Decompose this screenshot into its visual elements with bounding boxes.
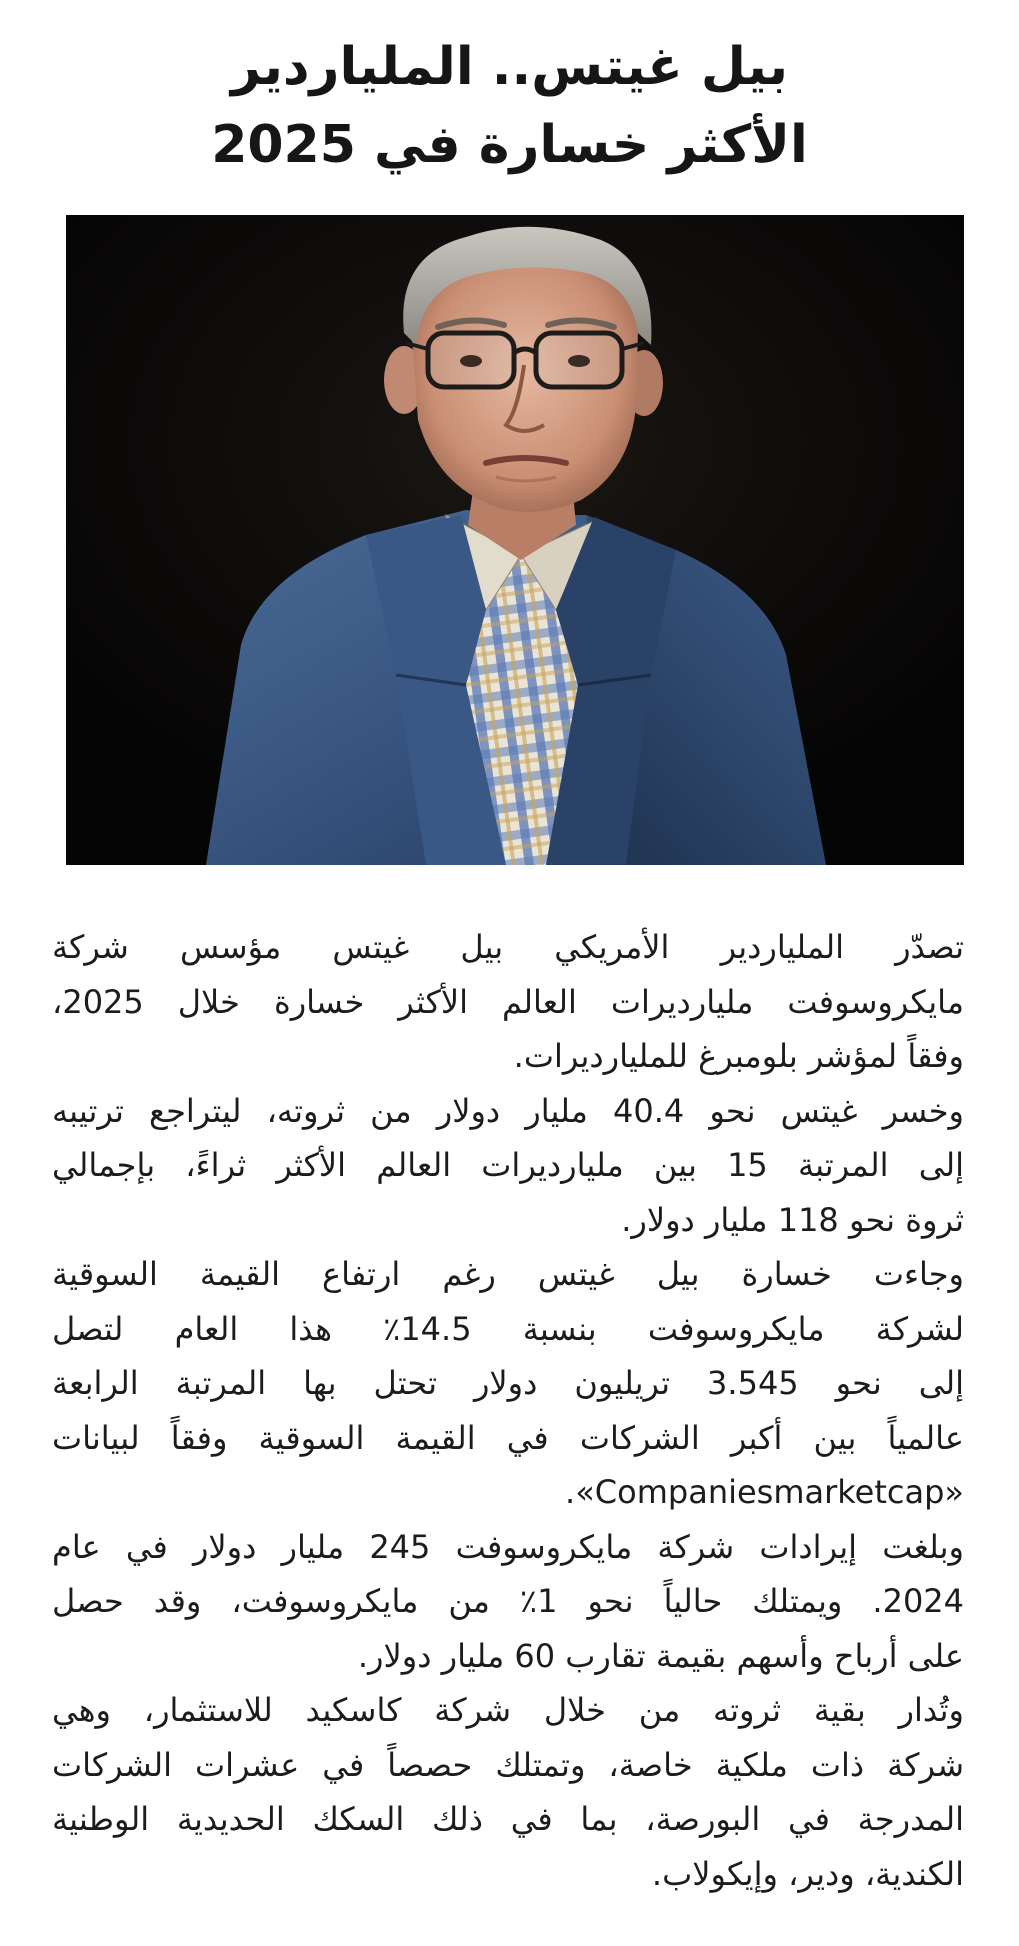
text-line: وبلغت إيرادات شركة مايكروسوفت 245 مليار دولار في عام <box>52 1527 964 1566</box>
text-line: لشركة مايكروسوفت بنسبة 14.5٪ هذا العام لتصل <box>52 1309 964 1348</box>
paragraph-3 <box>52 1247 964 1520</box>
paragraph-4 <box>52 1520 964 1684</box>
text-line: المدرجة في البورصة، بما في ذلك السكك الحديدية الوطنية <box>52 1800 964 1838</box>
headline-line-1: بيل غيتس.. الملياردير <box>230 37 789 97</box>
headline <box>60 28 959 184</box>
text-line: مايكروسوفت مليارديرات العالم الأكثر خسارة خلال 2025، <box>52 982 964 1021</box>
text-line: ثروة نحو 118 مليار دولار. <box>621 1200 964 1239</box>
text-line: على أرباح وأسهم بقيمة تقارب 60 مليار دولار. <box>357 1636 964 1675</box>
headline-line-2: الأكثر خسارة في 2025 <box>211 115 808 175</box>
paragraph-2 <box>52 1084 964 1248</box>
text-line: إلى نحو 3.545 تريليون دولار تحتل بها المرتبة الرابعة <box>52 1364 965 1402</box>
text-line: الكندية، ودير، وإيكولاب. <box>651 1854 964 1893</box>
text-line: تصدّر الملياردير الأمريكي بيل غيتس مؤسس شركة <box>52 928 964 966</box>
text-line: وخسر غيتس نحو 40.4 مليار دولار من ثروته، ليتراجع ترتيبه <box>52 1091 965 1130</box>
text-line: وتُدار بقية ثروته من خلال شركة كاسكيد للاستثمار، وهي <box>52 1691 964 1729</box>
text-line: شركة ذات ملكية خاصة، وتمتلك حصصاً في عشرات الشركات <box>52 1745 964 1784</box>
paragraph-5 <box>52 1683 964 1901</box>
portrait-illustration <box>66 215 964 865</box>
text-line: وجاءت خسارة بيل غيتس رغم ارتفاع القيمة السوقية <box>52 1255 964 1293</box>
text-line: 2024. ويمتلك حالياً نحو 1٪ من مايكروسوفت، وقد حصل <box>52 1582 965 1620</box>
text-line: إلى المرتبة 15 بين ملياردیرات العالم الأكثر ثراءً، بإجمالي <box>52 1146 965 1184</box>
text-line: وفقاً لمؤشر بلومبرغ للمليارديرات. <box>513 1037 964 1075</box>
text-line: عالمياً بين أكبر الشركات في القيمة السوقية وفقاً لبيانات <box>52 1418 964 1457</box>
portrait-photo <box>66 215 964 865</box>
article-body <box>52 920 964 1901</box>
paragraph-1 <box>52 920 964 1084</box>
text-line: «Companiesmarketcap». <box>565 1473 964 1511</box>
